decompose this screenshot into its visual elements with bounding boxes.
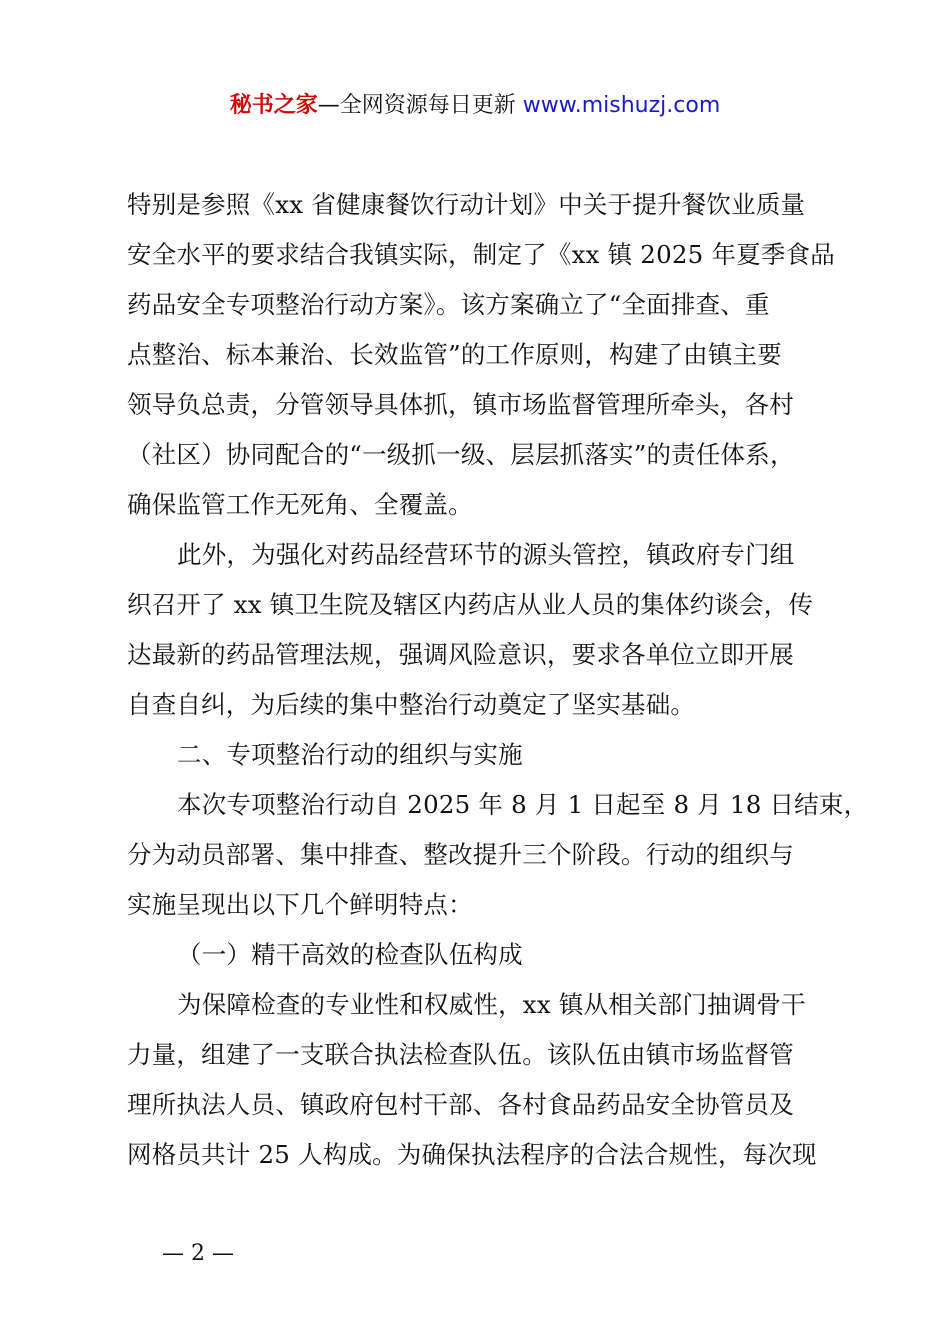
text-line: 实施呈现出以下几个鲜明特点： [127, 890, 473, 919]
text-line: 点整治、标本兼治、长效监管”的工作原则，构建了由镇主要 [127, 340, 782, 369]
text-line: 领导负总责，分管领导具体抓，镇市场监督管理所牵头，各村 [127, 390, 794, 419]
text-line: 达最新的药品管理法规，强调风险意识，要求各单位立即开展 [127, 640, 794, 669]
text-line: 理所执法人员、镇政府包村干部、各村食品药品安全协管员及 [127, 1090, 794, 1119]
text-line: 本次专项整治行动自 2025 年 8 月 1 日起至 8 月 18 日结束， [177, 790, 869, 819]
text-line: 安全水平的要求结合我镇实际，制定了《xx 镇 2025 年夏季食品 [127, 240, 835, 269]
text-line: 力量，组建了一支联合执法检查队伍。该队伍由镇市场监督管 [127, 1040, 794, 1069]
text-line: 织召开了 xx 镇卫生院及辖区内药店从业人员的集体约谈会，传 [127, 590, 814, 619]
header-tagline: 全网资源每日更新 [339, 93, 516, 118]
document-body [127, 180, 869, 1180]
text-line: （社区）协同配合的“一级抓一级、层层抓落实”的责任体系， [127, 440, 795, 469]
text-line: 药品安全专项整治行动方案》。该方案确立了“全面排查、重 [127, 290, 770, 319]
site-header [0, 86, 950, 126]
text-line: 二、专项整治行动的组织与实施 [177, 740, 523, 769]
text-line: 特别是参照《xx 省健康餐饮行动计划》中关于提升餐饮业质量 [127, 190, 806, 219]
text-line: 确保监管工作无死角、全覆盖。 [127, 490, 473, 519]
page-number: — 2 — [162, 1241, 234, 1266]
text-line: （一）精干高效的检查队伍构成 [177, 940, 523, 969]
text-line: 网格员共计 25 人构成。为确保执法程序的合法合规性，每次现 [127, 1140, 817, 1169]
site-url-link[interactable]: www.mishuzj.com [522, 93, 721, 118]
text-line: 分为动员部署、集中排查、整改提升三个阶段。行动的组织与 [127, 840, 794, 869]
brand-name: 秘书之家 [229, 93, 318, 118]
text-line: 此外，为强化对药品经营环节的源头管控，镇政府专门组 [177, 540, 795, 569]
text-line: 为保障检查的专业性和权威性，xx 镇从相关部门抽调骨干 [177, 990, 806, 1019]
header-separator: — [317, 93, 340, 118]
text-line: 自查自纠，为后续的集中整治行动奠定了坚实基础。 [127, 690, 696, 719]
